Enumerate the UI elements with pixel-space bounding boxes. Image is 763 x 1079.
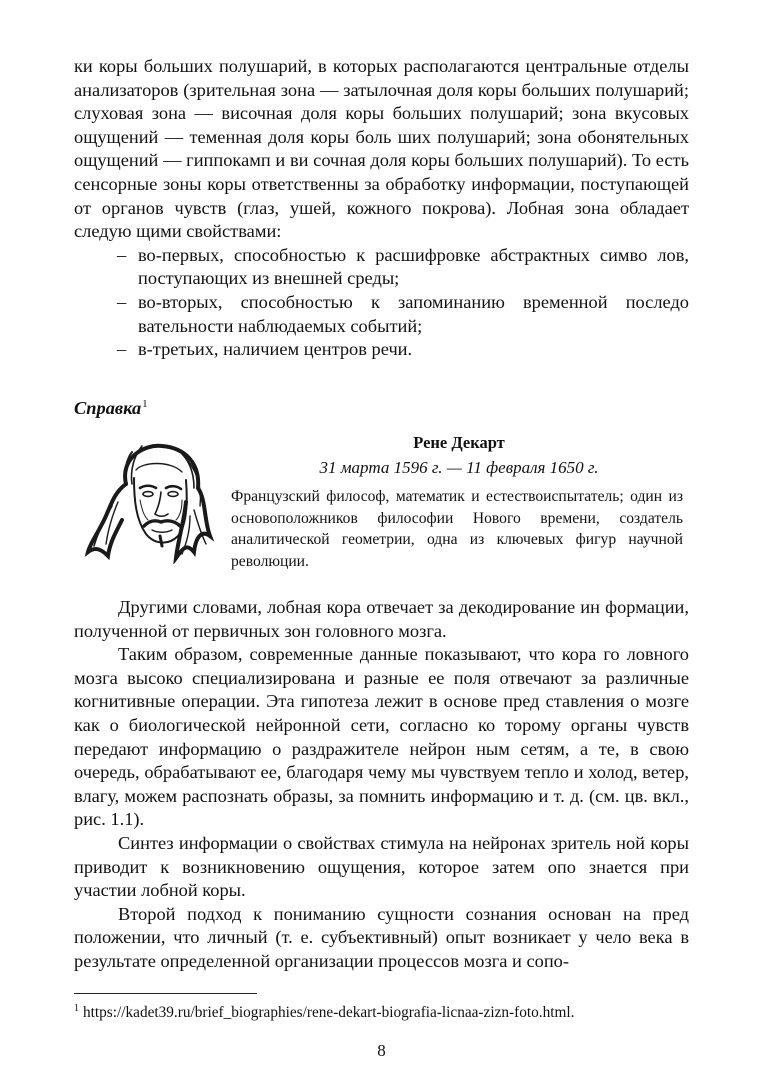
text-line: сочная доля коры больших полушарий). То есть сенсорные зоны коры [74, 150, 689, 194]
text-line: ной коры приводит к возникновению ощущения, которое затем опо [74, 832, 689, 877]
text-line: фигур научной революции. [231, 531, 683, 570]
reference-heading [74, 398, 148, 419]
paragraph [74, 643, 689, 832]
page-number: 8 [377, 1041, 386, 1060]
text-line: ставления о мозге как о биологической нейронной сети, согласно ко [74, 691, 689, 735]
text-line: отделы анализаторов (зрительная зона — затылочная доля коры [74, 56, 689, 100]
text-line: века в результате определенной организации процессов мозга и сопо- [74, 927, 690, 971]
intro-paragraph [74, 55, 689, 244]
text-line: больших полушарий; слуховая зона — височная доля коры больших [74, 79, 689, 124]
text-line: ки коры больших полушарий, в которых располагаются центральные [74, 56, 634, 76]
text-line: создатель аналитической геометрии, одна из ключевых [231, 509, 683, 548]
text-line: лов, поступающих из внешней среды; [138, 244, 689, 289]
text-line: полушарий; зона вкусовых ощущений — теменная доля коры боль [74, 103, 689, 147]
text-line: различные когнитивные операции. Эта гипотеза лежит в основе пред [74, 667, 689, 712]
text-line: Другими словами, лобная кора отвечает за декодирование ин [118, 597, 600, 617]
text-line: Второй подход к пониманию сущности сознания основан на пред [118, 903, 689, 924]
footnote-divider [74, 993, 257, 994]
text-line: чувств (глаз, ушей, кожного покрова). Лобная зона обладает следую [74, 197, 689, 242]
text-line: ловного мозга высоко специализирована и разные ее поля отвечают за [74, 644, 689, 688]
footnote-link[interactable]: https://kadet39.ru/brief_biographies/rene-dekart-biografia-licnaa-zizn-foto.html. [83, 1004, 575, 1021]
text-line: Таким образом, современные данные показывают, что кора го [118, 644, 620, 665]
list-item [74, 291, 689, 338]
text-line: знается при участии лобной коры. [74, 856, 689, 901]
list-item [74, 244, 689, 291]
text-line: Синтез информации о свойствах стимула на нейронах зритель [118, 832, 611, 853]
paragraph [74, 596, 689, 643]
text-line: ответственны за обработку информации, поступающей от органов [74, 173, 689, 218]
text-line: ших полушарий; зона обонятельных ощущений — гиппокамп и ви [74, 126, 689, 171]
person-description [231, 486, 683, 572]
text-line: в-третьих, наличием центров речи. [138, 339, 413, 360]
person-name: Рене Декарт [413, 433, 505, 452]
main-text [74, 596, 689, 974]
text-line: положении, что личный (т. е. субъективный) опыт возникает у чело [74, 927, 632, 948]
list-dash: – [117, 291, 127, 312]
footnote [74, 1003, 574, 1022]
text-line: торому органы чувств передают информацию о раздражителе нейрон [74, 714, 689, 759]
text-line: один из основоположников философии Нового времени, [231, 488, 684, 527]
footnote-number: 1 [74, 1003, 79, 1014]
list-dash: – [117, 244, 127, 265]
paragraph [74, 832, 689, 903]
paragraph [74, 903, 689, 974]
properties-list [74, 244, 689, 362]
footnote-marker[interactable]: 1 [142, 398, 148, 410]
text-line: ным сетям, а те, в свою очередь, обрабатывают ее, благодаря чему мы [74, 738, 689, 783]
text-line: во-первых, способностью к расшифровке абстрактных симво [138, 244, 648, 265]
intro-text [74, 55, 689, 362]
reference-heading-text: Справка [74, 398, 142, 418]
text-line: Французский философ, математик и естествоиспытатель; [231, 488, 631, 505]
descartes-portrait [82, 440, 218, 564]
list-item [74, 338, 689, 362]
text-line: формации, полученной от первичных зон головного мозга. [74, 597, 689, 641]
text-line: чувствуем тепло и холод, ветер, влагу, можем распознать образы, за [74, 762, 690, 806]
text-line: вательности наблюдаемых событий; [138, 315, 423, 336]
text-line: щими свойствами: [136, 221, 282, 242]
text-line: помнить информацию и т. д. (см. цв. вкл., рис. 1.1). [74, 785, 689, 830]
person-dates: 31 марта 1596 г. — 11 февраля 1650 г. [319, 458, 599, 477]
list-dash: – [117, 339, 127, 360]
text-line: во-вторых, способностью к запоминанию временной последо [138, 291, 689, 312]
